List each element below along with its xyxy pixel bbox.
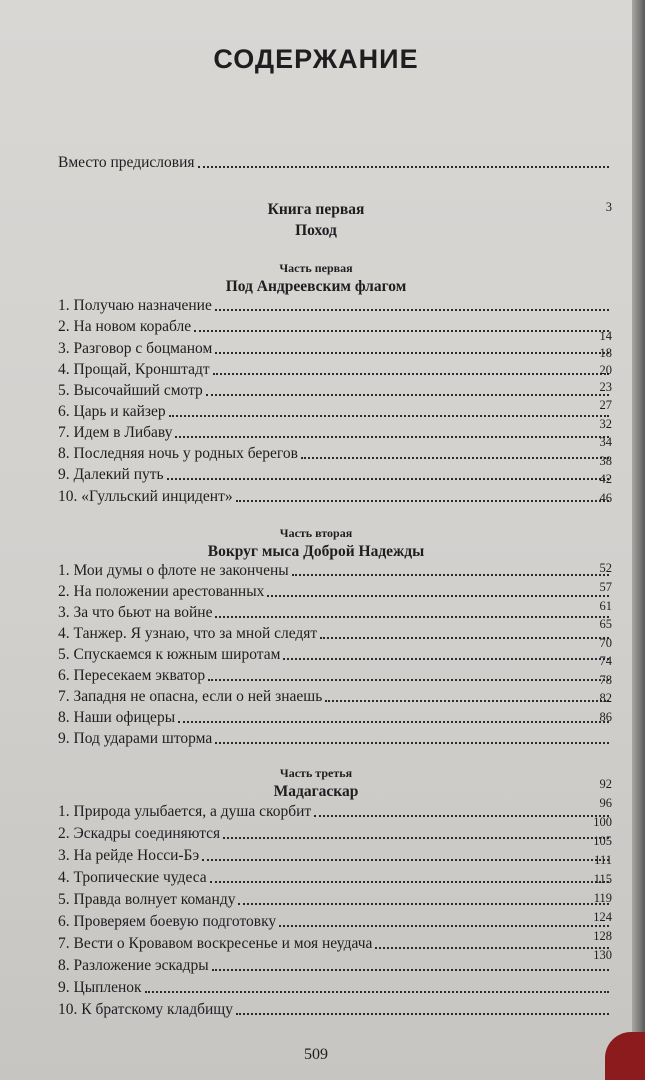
toc-entry[interactable] [58, 403, 611, 420]
leader-dots [213, 373, 609, 375]
toc-entry-label: 4. Танжер. Я узнаю, что за мной следят [58, 625, 318, 642]
toc-entry-label: 5. Правда волнует команду [58, 891, 236, 908]
toc-page-number: 46 [599, 491, 612, 505]
toc-page-number: 100 [593, 815, 612, 829]
leader-dots [215, 309, 609, 311]
toc-page-number: 32 [599, 417, 612, 431]
book-title: Книга первая [267, 201, 365, 218]
toc-entry[interactable] [58, 730, 611, 747]
toc-page-number: 61 [599, 599, 612, 613]
part-title: Вокруг мыса Доброй Надежды [207, 543, 425, 560]
toc-page-number: 78 [599, 673, 612, 687]
leader-dots [206, 394, 609, 396]
toc-page-number: 34 [599, 435, 612, 449]
toc-entry-label: 9. Цыпленок [58, 979, 142, 996]
toc-page-number: 74 [599, 654, 612, 668]
book-subtitle: Поход [295, 222, 337, 239]
toc-entry[interactable] [58, 382, 611, 399]
part-label: Часть первая [279, 261, 353, 275]
toc-entry-label: 9. Под ударами шторма [58, 730, 213, 747]
leader-dots [198, 166, 610, 168]
leader-dots [314, 815, 609, 817]
toc-entry-preface[interactable] [58, 154, 611, 171]
toc-page-number: 3 [605, 200, 612, 214]
toc-entry-label: 9. Далекий путь [58, 466, 164, 483]
toc-page-number: 128 [593, 929, 612, 943]
toc-entry-label: 3. Разговор с боцманом [58, 340, 213, 357]
toc-entry[interactable] [58, 847, 611, 864]
toc-entry-label: 10. К братскому кладбищу [58, 1001, 233, 1018]
toc-entry-label: 5. Высочайший смотр [58, 382, 203, 399]
toc-entry[interactable] [58, 562, 611, 579]
toc-entry[interactable] [58, 709, 611, 726]
toc-page-number: 115 [593, 872, 612, 886]
toc-entry-label: 10. «Гулльский инцидент» [58, 488, 233, 505]
toc-entry-label: 1. Природа улыбается, а душа скорбит [58, 803, 312, 820]
toc-entry-label: 6. Царь и кайзер [58, 403, 166, 420]
toc-entry-label: 3. За что бьют на войне [58, 604, 213, 621]
toc-entry-label: 4. Прощай, Кронштадт [58, 361, 210, 378]
toc-entry-label: 2. На новом корабле [58, 318, 192, 335]
leader-dots [223, 837, 609, 839]
toc-entry[interactable] [58, 625, 611, 642]
leader-dots [238, 903, 609, 905]
toc-entry[interactable] [58, 825, 611, 842]
toc-entry-label: 7. Вести о Кровавом воскресенье и моя неудача [58, 935, 373, 952]
leader-dots [215, 742, 609, 744]
toc-entry-label: Вместо предисловия [58, 154, 195, 171]
toc-entry[interactable] [58, 1001, 611, 1018]
toc-page-number: 124 [593, 910, 612, 924]
leader-dots [267, 595, 609, 597]
leader-dots [279, 925, 609, 927]
leader-dots [178, 721, 609, 723]
toc-page-number: 23 [599, 380, 612, 394]
toc-entry[interactable] [58, 667, 611, 684]
toc-entry-label: 1. Мои думы о флоте не закончены [58, 562, 289, 579]
leader-dots [236, 1013, 609, 1015]
leader-dots [301, 457, 609, 459]
leader-dots [320, 637, 609, 639]
leader-dots [215, 352, 609, 354]
leader-dots [167, 478, 609, 480]
toc-entry[interactable] [58, 466, 611, 483]
toc-entry-label: 2. На положении арестованных [58, 583, 265, 600]
toc-page-number: 65 [599, 617, 612, 631]
leader-dots [212, 969, 609, 971]
toc-page-number: 27 [599, 398, 612, 412]
toc-entry[interactable] [58, 488, 611, 505]
toc-entry-label: 8. Последняя ночь у родных берегов [58, 445, 298, 462]
toc-entry[interactable] [58, 891, 611, 908]
toc-page-number: 130 [593, 948, 612, 962]
toc-entry[interactable] [58, 445, 611, 462]
leader-dots [202, 859, 609, 861]
toc-page-number: 52 [599, 561, 612, 575]
toc-entry-label: 5. Спускаемся к южным широтам [58, 646, 281, 663]
leader-dots [215, 616, 609, 618]
leader-dots [236, 500, 609, 502]
toc-entry[interactable] [58, 424, 611, 441]
toc-entry-label: 7. Западня не опасна, если о ней знаешь [58, 688, 323, 705]
toc-entry[interactable] [58, 979, 611, 996]
toc-entry-label: 8. Разложение эскадры [58, 957, 209, 974]
leader-dots [375, 947, 609, 949]
leader-dots [283, 658, 609, 660]
page-title: СОДЕРЖАНИЕ [213, 44, 419, 74]
toc-entry-label: 6. Пересекаем экватор [58, 667, 206, 684]
toc-page-number: 20 [599, 363, 612, 377]
page-edge [632, 0, 645, 1080]
leader-dots [194, 330, 609, 332]
toc-entry[interactable] [58, 361, 611, 378]
toc-entry-label: 4. Тропические чудеса [58, 869, 207, 886]
toc-page-number: 57 [599, 580, 612, 594]
toc-page-number: 82 [599, 691, 612, 705]
part-label: Часть третья [279, 766, 353, 780]
leader-dots [145, 991, 609, 993]
toc-entry[interactable] [58, 913, 611, 930]
toc-page-number: 70 [599, 636, 612, 650]
toc-entry-label: 2. Эскадры соединяются [58, 825, 221, 842]
toc-entry[interactable] [58, 935, 611, 952]
toc-entry[interactable] [58, 583, 611, 600]
toc-entry[interactable] [58, 957, 611, 974]
toc-entry[interactable] [58, 646, 611, 663]
toc-page-number: 14 [599, 329, 612, 343]
toc-entry[interactable] [58, 318, 611, 335]
part-title: Под Андреевским флагом [225, 278, 407, 295]
toc-page-number: 111 [594, 853, 612, 867]
toc-page-number: 96 [599, 796, 612, 810]
toc-page-number: 92 [599, 777, 612, 791]
toc-entry[interactable] [58, 688, 611, 705]
toc-entry[interactable] [58, 604, 611, 621]
toc-page-number: 42 [599, 472, 612, 486]
toc-entry[interactable] [58, 340, 611, 357]
leader-dots [292, 574, 609, 576]
toc-entry[interactable] [58, 297, 611, 314]
toc-entry[interactable] [58, 869, 611, 886]
leader-dots [175, 436, 609, 438]
toc-entry[interactable] [58, 803, 611, 820]
toc-page-number: 105 [593, 834, 612, 848]
toc-entry-label: 8. Наши офицеры [58, 709, 176, 726]
toc-page-number: 18 [599, 346, 612, 360]
toc-entry-label: 3. На рейде Носси-Бэ [58, 847, 200, 864]
leader-dots [208, 679, 609, 681]
part-title: Мадагаскар [273, 783, 359, 800]
leader-dots [210, 881, 609, 883]
leader-dots [325, 700, 609, 702]
leader-dots [169, 415, 609, 417]
page-number: 509 [304, 1046, 328, 1063]
toc-page-number: 119 [593, 891, 612, 905]
part-label: Часть вторая [279, 526, 353, 540]
toc-entry-label: 6. Проверяем боевую подготовку [58, 913, 277, 930]
toc-page-number: 86 [599, 710, 612, 724]
toc-entry-label: 1. Получаю назначение [58, 297, 212, 314]
toc-entry-label: 7. Идем в Либаву [58, 424, 173, 441]
toc-page-number: 38 [599, 454, 612, 468]
